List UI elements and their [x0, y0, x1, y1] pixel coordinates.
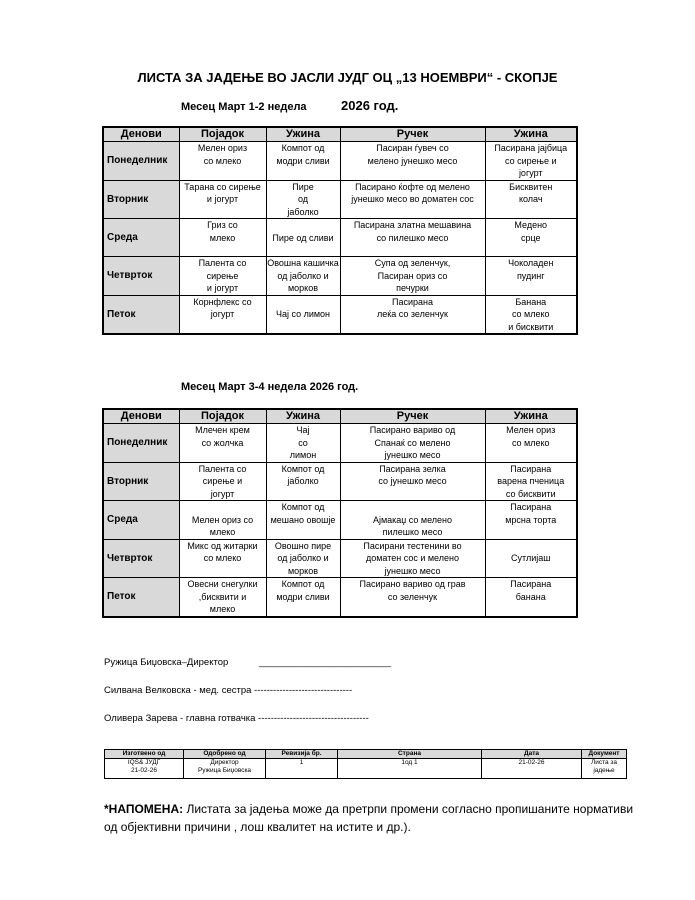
meal-line: Тарана со сирење [184, 181, 261, 192]
meal-cell [485, 142, 577, 181]
meal-line: Мелен ориз [197, 143, 248, 153]
meal-line: Пасиран ѓувеч со [376, 143, 449, 153]
meal-line: банана [515, 591, 546, 602]
meal-cell [266, 539, 340, 578]
meal-cell [340, 501, 485, 540]
meal-line: Супа од зеленчук, [374, 258, 451, 268]
meal-line: Овошна кашичка [267, 258, 339, 268]
meal-cell [485, 219, 577, 257]
meal-line: морков [287, 283, 319, 293]
meal-line: јогурт [518, 168, 543, 178]
column-header: Ужина [266, 409, 340, 424]
meal-line: млеко [209, 604, 236, 614]
info-value [582, 759, 627, 779]
meal-line: Компот од [281, 143, 325, 153]
meal-line: Овесни снегулки [187, 579, 258, 589]
info-header: Ревизија бр. [266, 750, 338, 759]
info-line: 1 [299, 759, 304, 766]
meal-line: Чај [296, 425, 310, 435]
director-signature [104, 657, 391, 668]
info-line: Ружица Биџовска [197, 767, 252, 774]
meal-line: Пире од сливи [272, 232, 334, 243]
meal-line [341, 501, 485, 514]
column-header: Ручек [340, 127, 485, 142]
meal-line: печурки [396, 283, 429, 293]
meal-line: Банана [515, 296, 547, 307]
note-label: *НАПОМЕНА: [104, 802, 184, 816]
meal-line: Овошно пире [274, 540, 332, 551]
meal-line: Бисквитен [509, 181, 553, 192]
meal-line: и јогурт [206, 194, 239, 204]
meal-line: Пасирано вариво од грав [359, 579, 466, 589]
meal-line: Чоколаден [508, 258, 554, 268]
meal-line: мешано овошје [270, 514, 336, 525]
meal-line: Пасирано ќофте од мелено [355, 181, 470, 192]
week2-menu-table [102, 408, 578, 618]
meal-cell [179, 501, 266, 540]
meal-cell [179, 578, 266, 617]
note [104, 800, 644, 836]
meal-cell [266, 219, 340, 257]
column-header: Ужина [266, 127, 340, 142]
meal-line: млеко [209, 527, 236, 537]
meal-line: Палента со [198, 463, 247, 474]
meal-line: со млеко [203, 155, 242, 166]
column-header: Денови [103, 127, 179, 142]
day-name: Понеделник [103, 142, 179, 181]
info-line: 1од 1 [401, 759, 418, 766]
meal-line: модри сливи [276, 155, 330, 166]
meal-cell [340, 180, 485, 219]
meal-line: со [298, 437, 308, 448]
meal-line: и бисквити [508, 321, 554, 332]
meal-line: Пасирано вариво од [369, 425, 456, 435]
info-header: Дата [482, 750, 582, 759]
meal-line: сирење [206, 270, 239, 281]
table-row [103, 424, 577, 463]
note-text: Листата за јадења може да претрпи промени согласно пропишаните нормативи од објективни причини , лош квалитет на истите и др.). [104, 802, 634, 834]
info-line: 21-02-26 [518, 759, 545, 766]
meal-line: Чај со лимон [275, 309, 331, 319]
meal-cell [179, 539, 266, 578]
info-line: Листа за [590, 759, 618, 766]
meal-cell [485, 180, 577, 219]
meal-line: Пасирана [392, 296, 433, 307]
meal-line: мелено јунешко месо [367, 155, 458, 166]
meal-cell [179, 462, 266, 501]
meal-cell [485, 462, 577, 501]
meal-line: Мелен ориз со [191, 514, 254, 525]
meal-line: лимон [289, 450, 317, 460]
meal-line: Медено [514, 220, 548, 230]
meal-cell [485, 539, 577, 578]
meal-line: ,бисквити и [198, 591, 247, 602]
meal-line: Пасирана [510, 463, 552, 474]
column-header: Ужина [485, 409, 577, 424]
day-name: Петок [103, 578, 179, 617]
meal-line: Пасирана златна мешавина [353, 220, 472, 230]
meal-cell [179, 180, 266, 219]
meal-cell [266, 257, 340, 296]
column-header: Денови [103, 409, 179, 424]
meal-cell [266, 424, 340, 463]
table-row [103, 180, 577, 219]
meal-line: Компот од [281, 502, 325, 512]
meal-line: Пасирана [510, 579, 552, 589]
day-name: Среда [103, 501, 179, 540]
table-row [103, 501, 577, 540]
meal-line: со јунешко месо [378, 476, 447, 486]
meal-line [486, 540, 577, 553]
meal-line: со бисквити [505, 488, 556, 499]
meal-cell [340, 424, 485, 463]
meal-line: млеко [209, 232, 236, 243]
meal-line: јаболко [287, 476, 319, 486]
info-line: јадење [593, 767, 615, 774]
meal-cell [266, 180, 340, 219]
table-row [103, 257, 577, 296]
week1-month-label: Месец Март 1-2 недела [181, 101, 307, 113]
info-header: Документ [582, 750, 627, 759]
meal-line: јунешко месо во доматен сос [351, 194, 474, 204]
day-name: Вторник [103, 180, 179, 219]
meal-line: и јогурт [206, 283, 239, 293]
day-name: Вторник [103, 462, 179, 501]
table-row [103, 142, 577, 181]
meal-line: Пасирани тестенини во [363, 540, 462, 551]
meal-line: јунешко месо [384, 450, 441, 460]
info-value [338, 759, 482, 779]
meal-line: од јаболко и [277, 270, 329, 281]
meal-line: Мелен ориз [506, 425, 556, 435]
meal-line: сирење и [202, 476, 243, 486]
meal-line [267, 219, 340, 232]
meal-line: јаболко [287, 206, 319, 217]
table-row [103, 462, 577, 501]
meal-line: со сирење и [505, 155, 557, 166]
meal-cell [266, 142, 340, 181]
meal-cell [266, 462, 340, 501]
meal-line: јунешко месо [384, 565, 441, 576]
meal-line: пилешко месо [382, 527, 443, 537]
day-name: Петок [103, 295, 179, 334]
meal-cell [179, 424, 266, 463]
meal-line: пудинг [516, 270, 545, 281]
meal-cell [485, 424, 577, 463]
meal-cell [340, 219, 485, 257]
table-row [103, 219, 577, 257]
info-value [266, 759, 338, 779]
meal-line: леќа со зеленчук [377, 309, 448, 319]
meal-line: со жолчка [201, 437, 244, 448]
week1-year-label: 2026 год. [341, 98, 399, 113]
meal-line: Пасиран ориз со [377, 270, 448, 281]
meal-cell [179, 142, 266, 181]
director-signature-line: _________________________ [258, 657, 392, 668]
nurse-signature: Силвана Велковска - мед. сестра ------------------------------- [104, 685, 353, 696]
meal-line: срце [520, 232, 541, 243]
meal-cell [179, 295, 266, 334]
info-value [482, 759, 582, 779]
meal-line: со пилешко месо [376, 232, 449, 243]
column-header: Ужина [485, 127, 577, 142]
meal-cell [179, 219, 266, 257]
info-header: Страна [338, 750, 482, 759]
meal-line: варена пченица [497, 476, 565, 486]
meal-cell [266, 501, 340, 540]
meal-line [267, 296, 340, 309]
week2-month-label: Месец Март 3-4 недела 2026 год. [181, 381, 359, 393]
meal-line: Сутлијаш [511, 553, 551, 563]
meal-cell [340, 142, 485, 181]
info-header: Изготвено од [105, 750, 184, 759]
meal-line: Компот од [281, 463, 325, 474]
meal-cell [485, 501, 577, 540]
meal-cell [340, 462, 485, 501]
info-header: Одобрено од [184, 750, 266, 759]
meal-line: Ајмакаџ со мелено [372, 514, 453, 525]
meal-line [180, 501, 266, 514]
meal-line: Пасирана [510, 502, 552, 512]
meal-line: од [297, 194, 309, 204]
column-header: Појадок [179, 409, 266, 424]
table-row [103, 295, 577, 334]
meal-line: Корнфлекс со [193, 296, 252, 307]
meal-cell [485, 257, 577, 296]
meal-cell [266, 295, 340, 334]
cook-signature: Оливера Зарева - главна готвачка ----------------------------------- [104, 713, 369, 724]
meal-line: Палента со [198, 258, 247, 268]
meal-line: Микс од житарки [187, 540, 258, 551]
table-row [103, 578, 577, 617]
meal-line: Гриз со [207, 220, 238, 230]
meal-line: модри сливи [276, 591, 330, 602]
meal-line: јогурт [210, 309, 235, 319]
info-line: Директор [210, 759, 239, 766]
meal-line: со зеленчук [387, 591, 438, 602]
meal-line: доматен сос и мелено [365, 553, 459, 563]
week1-menu-table [102, 126, 578, 335]
meal-cell [485, 295, 577, 334]
meal-cell [485, 578, 577, 617]
day-name: Понеделник [103, 424, 179, 463]
meal-line: Пасирана зелка [379, 463, 446, 474]
document-info-table [104, 749, 627, 779]
meal-line: колач [518, 194, 543, 204]
meal-line: Млечен крем [195, 425, 250, 435]
info-value [105, 759, 184, 779]
meal-cell [340, 257, 485, 296]
meal-cell [266, 578, 340, 617]
meal-line: мрсна торта [505, 514, 557, 525]
meal-line: Спанаќ со мелено [374, 437, 451, 448]
meal-line: морков [287, 565, 319, 576]
info-value [184, 759, 266, 779]
day-name: Среда [103, 219, 179, 257]
director-name: Ружица Биџовска–Директор [104, 657, 229, 668]
column-header: Појадок [179, 127, 266, 142]
meal-line: Пасирана јајбица [494, 143, 568, 153]
info-line: IQS& ЈУДГ [127, 759, 161, 766]
day-name: Четврток [103, 539, 179, 578]
table-row [103, 539, 577, 578]
meal-line: Компот од [281, 579, 325, 589]
meal-cell [340, 578, 485, 617]
meal-line: со млеко [203, 553, 242, 563]
info-line: 21-02-26 [130, 767, 158, 774]
day-name: Четврток [103, 257, 179, 296]
meal-cell [179, 257, 266, 296]
page-title: ЛИСТА ЗА ЈАДЕЊЕ ВО ЈАСЛИ ЈУДГ ОЦ „13 НОЕМВРИ“ - СКОПЈЕ [137, 70, 558, 85]
meal-line: со млеко [511, 309, 550, 319]
meal-cell [340, 539, 485, 578]
meal-cell [340, 295, 485, 334]
meal-line: со млеко [511, 437, 550, 448]
meal-line: Пире [292, 181, 314, 192]
meal-line: од јаболко и [277, 553, 329, 563]
meal-line: јогурт [210, 488, 235, 499]
column-header: Ручек [340, 409, 485, 424]
